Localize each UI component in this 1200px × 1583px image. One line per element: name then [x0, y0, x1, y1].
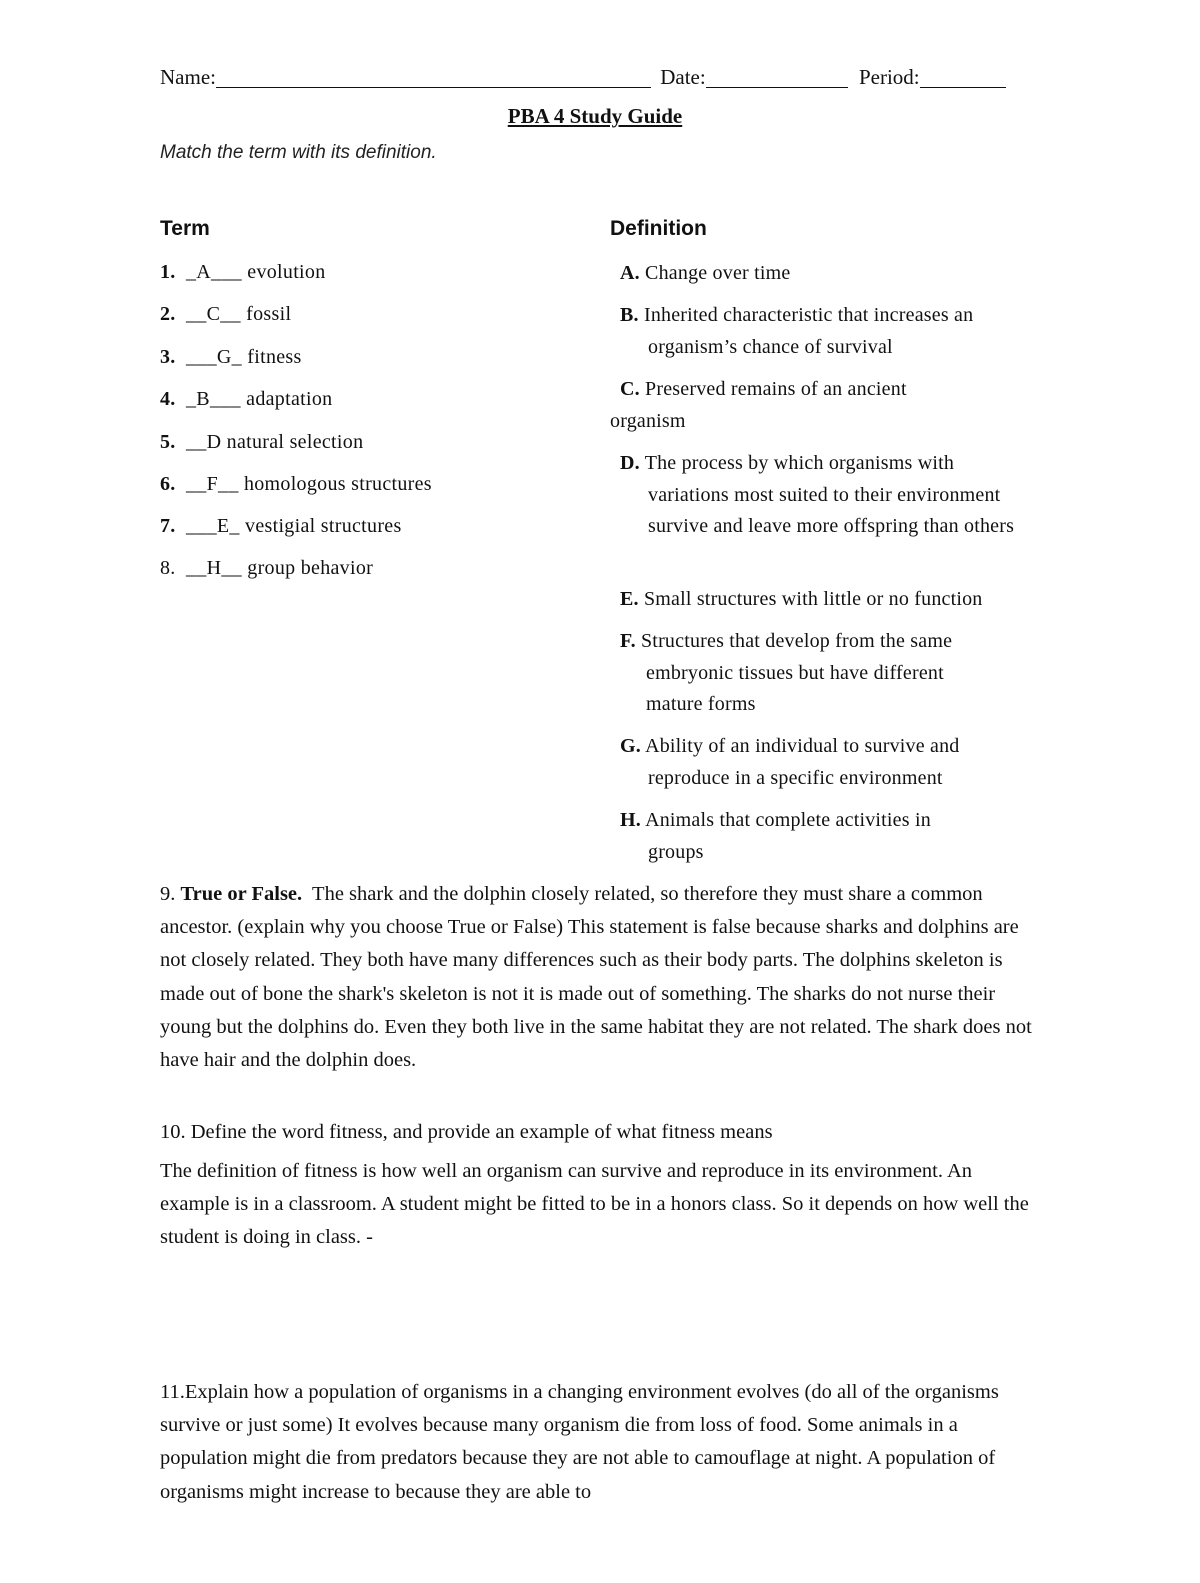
definition-column-heading: Definition [610, 217, 707, 240]
term-item: 2. __C__ fossil [160, 303, 292, 325]
name-label: Name: [160, 65, 216, 89]
definition-item: C. Preserved remains of an ancient organism [610, 378, 907, 432]
period-label: Period: [858, 65, 920, 89]
date-label: Date: [660, 65, 706, 89]
definition-item: A. Change over time [620, 262, 791, 284]
term-item: 8. __H__ group behavior [160, 557, 374, 579]
question-9: 9. True or False. The shark and the dolphin closely related, so therefore they must share a common ancestor. (explain why you choose True or False) This statement is false because sharks and dolphins are not closely related. They both have many differences such as their body parts. The dolphins skeleton is made out of bone the shark's skeleton is not it is made out of something. The sharks do not nurse their young but the dolphins do. Even they both live in the same habitat they are not related. The shark does not have hair and the dolphin does. [160, 883, 1032, 1072]
term-item: 6. __F__ homologous structures [160, 473, 432, 495]
term-column-heading: Term [160, 217, 210, 240]
definition-item: G. Ability of an individual to survive and reproduce in a specific environment [620, 735, 960, 789]
date-blank [706, 65, 848, 88]
term-item: 5. __D natural selection [160, 431, 364, 453]
instructions: Match the term with its definition. [160, 142, 437, 163]
definition-item: B. Inherited characteristic that increases an organism’s chance of survival [620, 304, 974, 358]
term-item: 7. ___E_ vestigial structures [160, 515, 402, 537]
question-11: 11.Explain how a population of organisms in a changing environment evolves (do all of the organisms survive or just some) It evolves because many organism die from loss of food. Some animals in a population might die from predators because they are not able to camouflage at night. A population of organisms might increase to because they are able to [160, 1381, 999, 1503]
question-10: 10. Define the word fitness, and provide an example of what fitness means [160, 1121, 773, 1143]
period-blank [920, 65, 1006, 88]
term-item: 3. ___G_ fitness [160, 346, 302, 368]
page-title: PBA 4 Study Guide [507, 104, 683, 128]
definition-item: H. Animals that complete activities in groups [620, 809, 931, 863]
answer-10: The definition of fitness is how well an organism can survive and reproduce in its environment. An example is in a classroom. A student might be fitted to be in a honors class. So it depends on how well the student is doing in class. - [160, 1160, 1029, 1249]
term-item: 4. _B___ adaptation [160, 388, 333, 410]
name-blank [216, 65, 651, 88]
term-item: 1. _A___ evolution [160, 261, 326, 283]
definition-item: E. Small structures with little or no function [620, 588, 983, 610]
header-fields [160, 62, 1020, 92]
definition-item: D. The process by which organisms with variations most suited to their environment survive and leave more offspring than others [620, 452, 1015, 537]
definition-item: F. Structures that develop from the same embryonic tissues but have different mature forms [620, 630, 953, 715]
